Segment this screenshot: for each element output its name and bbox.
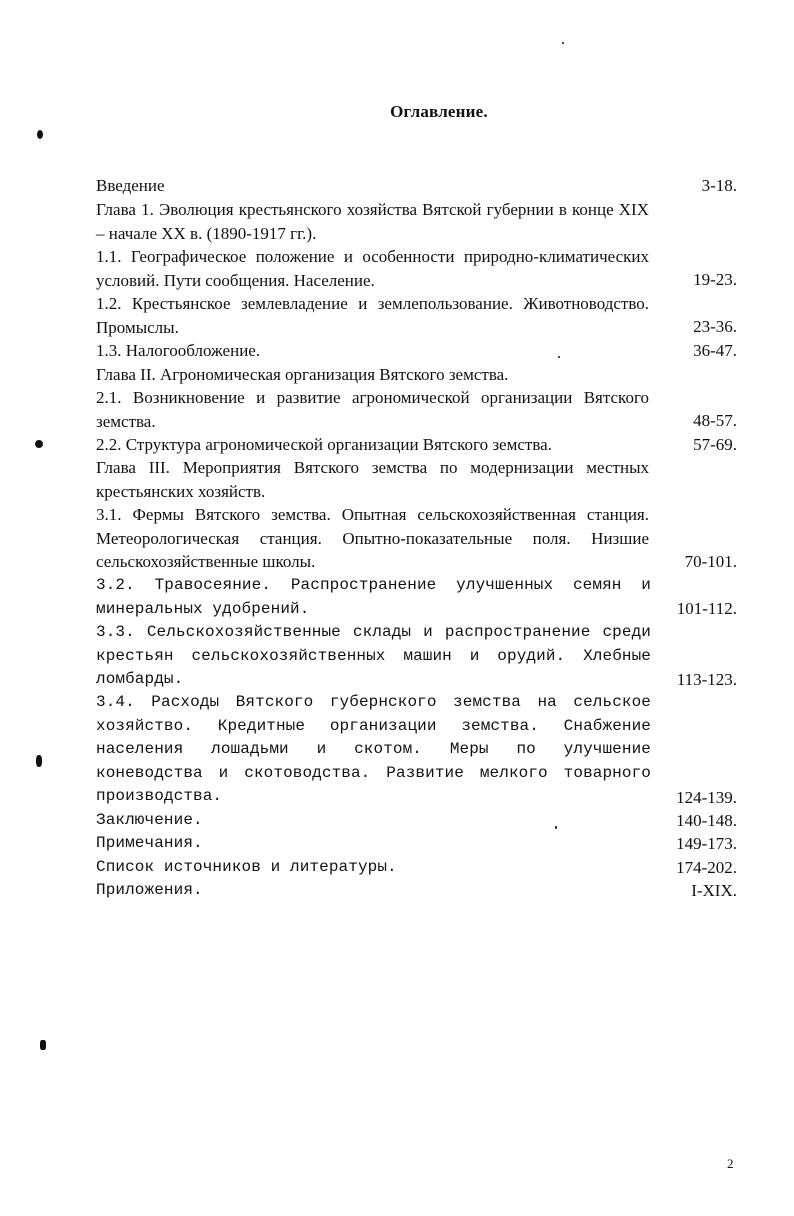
toc-entry-chapter-3: Глава III. Мероприятия Вятского земства по модернизации местных крестьянских хозяйств. bbox=[96, 458, 649, 501]
toc-entry-conclusion: Заключение. bbox=[96, 811, 203, 829]
toc-page-2-2: 57-69. bbox=[693, 435, 737, 454]
toc-entry-1-3: 1.3. Налогообложение. bbox=[96, 341, 261, 360]
toc-entry-1-2: 1.2. Крестьянское землевладение и землепользование. Животноводство. Промыслы. bbox=[96, 294, 649, 337]
scan-mark-dot bbox=[40, 1040, 46, 1050]
toc-entry-3-4: 3.4. Расходы Вятского губернского земства на сельское хозяйство. Кредитные организации земства. Снабжение населения лошадьми и скотом. Меры по улучшение коневодства и скотоводства. Развитие мелкого товарного производства. bbox=[96, 693, 651, 805]
toc-entry-1-1: 1.1. Географическое положение и особенности природно-климатических условий. Пути сообщения. Население. bbox=[96, 247, 649, 290]
toc-page-sources: 174-202. bbox=[676, 858, 737, 877]
scan-speck bbox=[555, 826, 557, 829]
toc-entry-2-2: 2.2. Структура агрономической организации Вятского земства. bbox=[96, 435, 552, 454]
toc-page-3-4: 124-139. bbox=[676, 788, 737, 807]
toc-page-1-1: 19-23. bbox=[693, 270, 737, 289]
toc-page-3-1: 70-101. bbox=[684, 552, 737, 571]
toc-entry-3-3: 3.3. Сельскохозяйственные склады и распространение среди крестьян сельскохозяйственных машин и орудий. Хлебные ломбарды. bbox=[96, 623, 651, 688]
scan-mark-dot bbox=[35, 440, 43, 448]
scan-speck bbox=[558, 356, 560, 358]
toc-entry-sources: Список источников и литературы. bbox=[96, 858, 397, 876]
page-number: 2 bbox=[727, 1156, 734, 1171]
toc-heading: Оглавление. bbox=[390, 102, 488, 121]
toc-page-notes: 149-173. bbox=[676, 834, 737, 853]
scan-speck bbox=[562, 42, 564, 44]
toc-page-3-2: 101-112. bbox=[676, 599, 737, 618]
toc-entry-appendices: Приложения. bbox=[96, 881, 203, 899]
scan-mark-dot bbox=[37, 130, 43, 139]
toc-page-1-2: 23-36. bbox=[693, 317, 737, 336]
toc-entry-3-2: 3.2. Травосеяние. Распространение улучшенных семян и минеральных удобрений. bbox=[96, 576, 651, 618]
toc-page-appendices: I-XIX. bbox=[691, 881, 737, 900]
toc-entry-2-1: 2.1. Возникновение и развитие агрономической организации Вятского земства. bbox=[96, 388, 649, 431]
toc-entry-chapter-1: Глава 1. Эволюция крестьянского хозяйства Вятской губернии в конце XIX – начале XX в. (1890-1917 гг.). bbox=[96, 200, 649, 243]
scan-mark-dot bbox=[36, 755, 42, 767]
toc-page-2-1: 48-57. bbox=[693, 411, 737, 430]
toc-page-1-3: 36-47. bbox=[693, 341, 737, 360]
toc-entry-introduction: Введение bbox=[96, 176, 165, 195]
toc-entry-chapter-2: Глава II. Агрономическая организация Вятского земства. bbox=[96, 365, 509, 384]
toc-page-conclusion: 140-148. bbox=[676, 811, 737, 830]
toc-page-3-3: 113-123. bbox=[676, 670, 737, 689]
toc-entry-notes: Примечания. bbox=[96, 834, 203, 852]
toc-page-introduction: 3-18. bbox=[701, 176, 737, 195]
toc-entry-3-1: 3.1. Фермы Вятского земства. Опытная сельскохозяйственная станция. Метеорологическая станция. Опытно-показательные поля. Низшие сельскохозяйственные школы. bbox=[96, 505, 649, 571]
